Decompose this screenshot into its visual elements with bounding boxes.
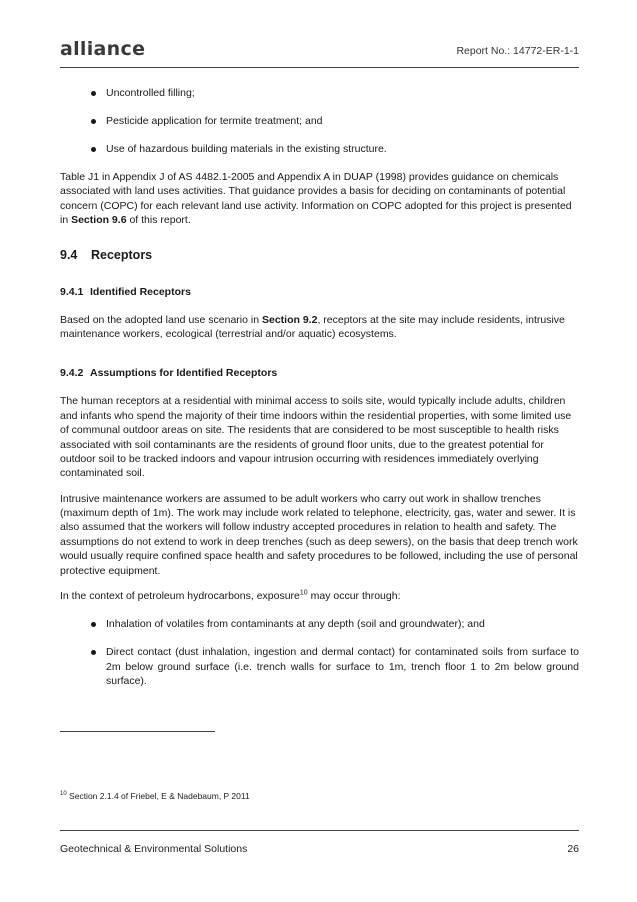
section-reference: Section 9.6 — [71, 214, 127, 227]
paragraph-receptors: Based on the adopted land use scenario in Section 9.2, receptors at the site may include residents, intrusive maintenance workers, ecological (terrestrial and/or aquatic) ecosystems. — [60, 313, 565, 341]
footer-company: Geotechnical & Environmental Solutions — [60, 843, 248, 855]
footnote-reference: 10 — [299, 589, 308, 597]
footer-divider — [60, 830, 579, 831]
heading-assumptions: 9.4.2 Assumptions for Identified Receptors — [60, 367, 278, 380]
heading-receptors: 9.4 Receptors — [60, 247, 153, 262]
bullet-list-sources — [60, 86, 579, 156]
list-item: Pesticide application for termite treatment; and — [60, 114, 579, 128]
paragraph-copc: Table J1 in Appendix J of AS 4482.1-2005 and Appendix A in DUAP (1998) provides guidance on chemicals associated with land uses activities. That guidance provides a basis for deciding on contaminants of potential concern (COPC) for each relevant land use activity. Information on COPC adopted for this project is presented in Section 9.6 of this report. — [60, 171, 572, 227]
paragraph-residents: The human receptors at a residential with minimal access to soils site, would typically include adults, children and infants who spend the majority of their time indoors within the residential properties, with some limited use of communal outdoor areas on site. The residents that are considered to be most susceptible to health risks associated with soil contaminants are the residents of ground floor units, due to the greatest potential for outdoor soil to be tracked indoors and vapour intrusion occurring with residences immediately overlying contaminated soil. — [60, 395, 572, 480]
paragraph-workers: Intrusive maintenance workers are assumed to be adult workers who carry out work in shallow trenches (maximum depth of 1m). The work may include work related to telephone, electricity, gas, water and sewer. It is also assumed that the workers will follow industry accepted procedures in relation to health and safety. The assumptions do not extend to work in deep trenches (such as deep sewers), on the basis that deep trench work would usually require confined space health and safety procedures to be followed, including the use of personal protective equipment. — [60, 492, 578, 577]
alliance-logo: alliance — [60, 38, 146, 60]
bullet-list-exposure — [60, 617, 579, 688]
footnote-divider — [60, 731, 215, 732]
footnote: $^{10}$ Section 2.1.4 of Friebel, E & Nadebaum, P 2011 — [60, 791, 250, 801]
header-divider — [60, 67, 579, 68]
section-reference: Section 9.2 — [261, 313, 318, 326]
list-item: Use of hazardous building materials in the existing structure. — [60, 142, 579, 156]
list-item: Inhalation of volatiles from contaminants at any depth (soil and groundwater); and — [60, 617, 579, 631]
page-content — [60, 86, 579, 702]
list-item: Direct contact (dust inhalation, ingestion and dermal contact) for contaminated soils from surface to 2m below ground surface (i.e. trench walls for surface to 1m, trench floor 1 to 2m below ground surface). — [60, 645, 579, 688]
list-item: Uncontrolled filling; — [60, 86, 579, 100]
heading-identified-receptors: 9.4.1 Identified Receptors — [60, 285, 191, 298]
paragraph-exposure: In the context of petroleum hydrocarbons, exposure$^{10}$ may occur through: — [60, 589, 401, 602]
report-number: Report No.: 14772-ER-1-1 — [456, 45, 579, 57]
page-number: 26 — [567, 843, 579, 855]
